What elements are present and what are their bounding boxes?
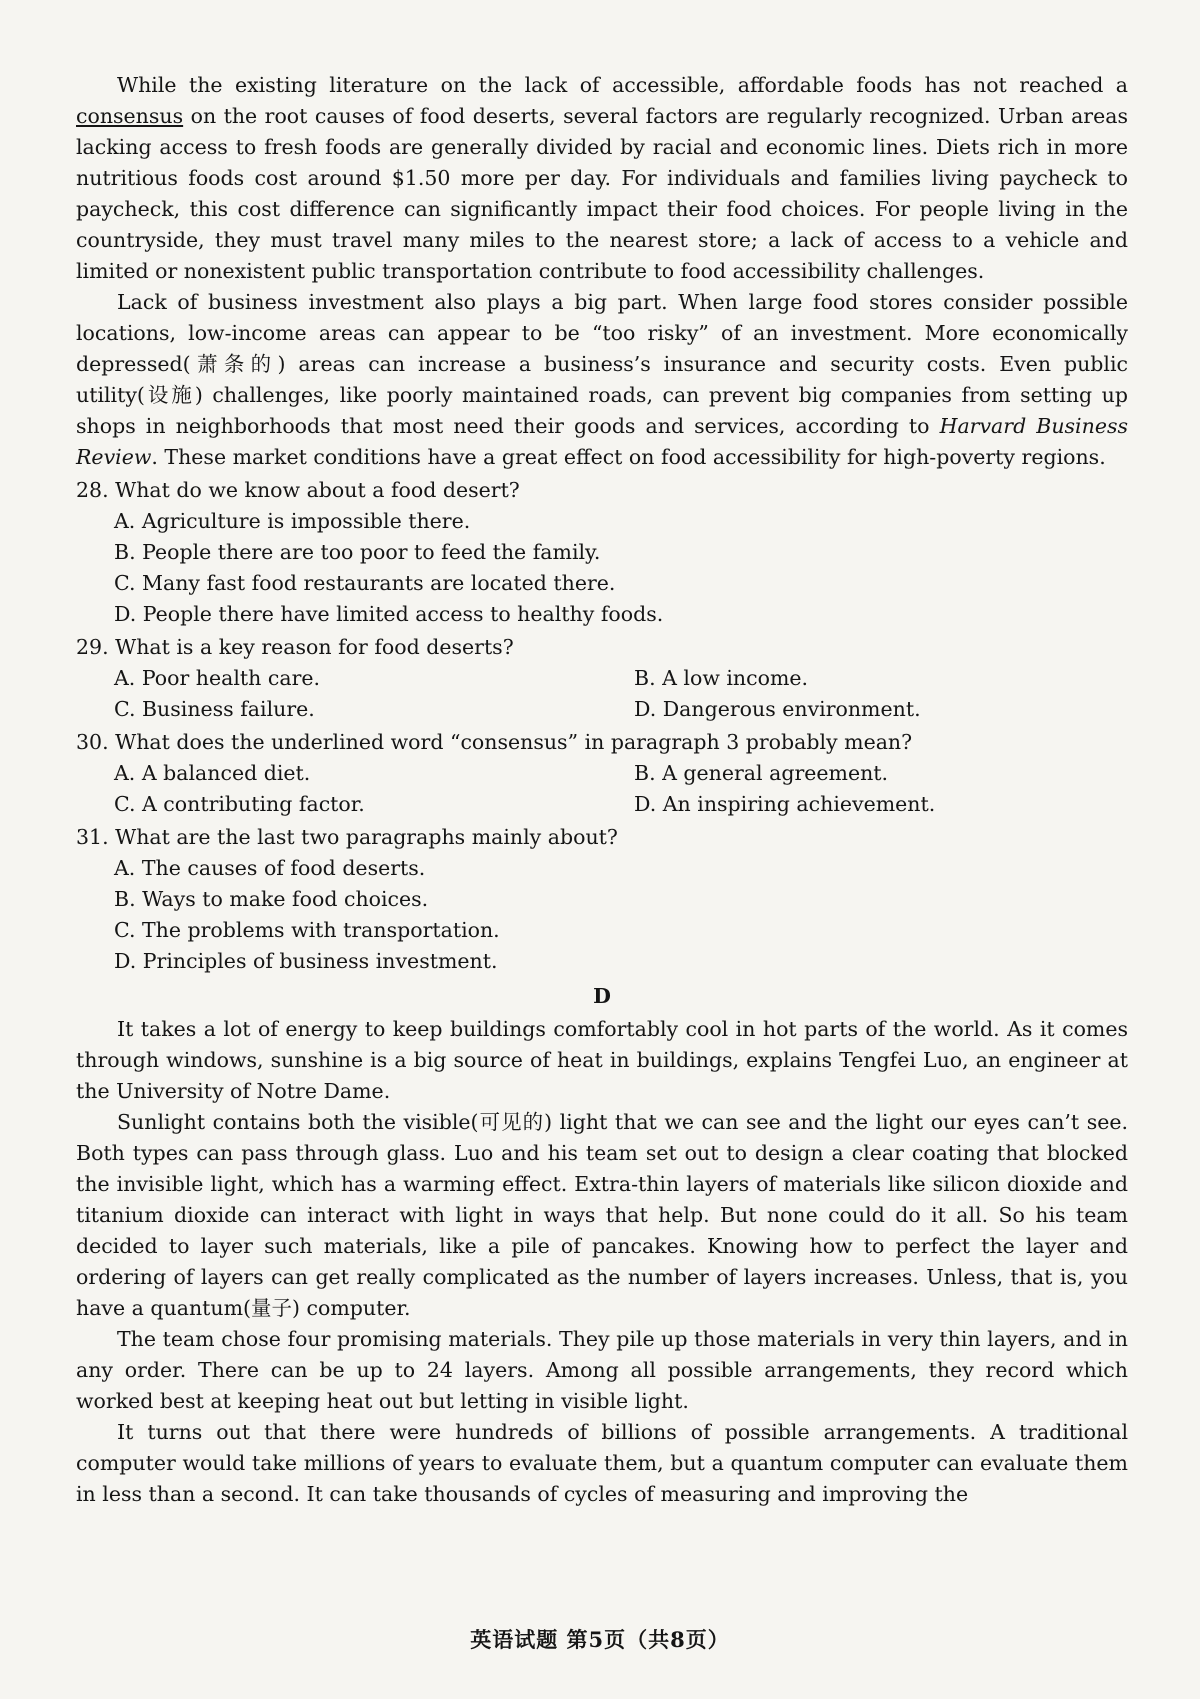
answer-option: D. Dangerous environment. — [634, 697, 921, 721]
source-title: Harvard Business Review — [76, 414, 1128, 469]
answer-option: D. People there have limited access to healthy foods. — [114, 602, 664, 626]
answer-option: A. A balanced diet. — [114, 761, 311, 785]
question-stem: 29. What is a key reason for food deserts? — [76, 635, 514, 659]
passage-c-paragraph-3: While the existing literature on the lack of accessible, affordable foods has not reached a consensus on the root causes of food deserts, several factors are regularly recognized. Urban areas lacking access to fresh foods are generally divided by racial and economic lines. Diets rich in more nutritious foods cost around $1.50 more per day. For individuals and families living paycheck to paycheck, this cost difference can significantly impact their food choices. For people living in the countryside, they must travel many miles to the nearest store; a lack of access to a vehicle and limited or nonexistent public transportation contribute to food accessibility challenges. — [76, 73, 1128, 283]
answer-options — [76, 758, 1128, 820]
answer-option: B. A general agreement. — [634, 761, 889, 785]
question-stem: 28. What do we know about a food desert? — [76, 478, 520, 502]
answer-options — [76, 853, 1128, 977]
answer-option: B. A low income. — [634, 666, 809, 690]
question-block — [76, 822, 1128, 977]
answer-option: C. The problems with transportation. — [114, 918, 500, 942]
answer-option: C. Business failure. — [114, 697, 315, 721]
question-stem: 31. What are the last two paragraphs mainly about? — [76, 825, 618, 849]
answer-option: A. Agriculture is impossible there. — [114, 509, 471, 533]
passage-d-paragraph: The team chose four promising materials. They pile up those materials in very thin layers, and in any order. There can be up to 24 layers. Among all possible arrangements, they record which worked best at keeping heat out but letting in visible light. — [76, 1327, 1128, 1413]
answer-option: D. An inspiring achievement. — [634, 792, 936, 816]
passage-d-paragraph: It turns out that there were hundreds of billions of possible arrangements. A traditional computer would take millions of years to evaluate them, but a quantum computer can evaluate them in less than a second. It can take thousands of cycles of measuring and improving the — [76, 1420, 1128, 1506]
passage-d-paragraph: Sunlight contains both the visible(可见的) light that we can see and the light our eyes can’t see. Both types can pass through glass. Luo and his team set out to design a clear coating that blocked the invisible light, which has a warming effect. Extra-thin layers of materials like silicon dioxide and titanium dioxide can interact with light in ways that help. But none could do it all. So his team decided to layer such materials, like a pile of pancakes. Knowing how to perfect the layer and ordering of layers can get really complicated as the number of layers increases. Unless, that is, you have a quantum(量子) computer. — [76, 1110, 1128, 1320]
answer-option: D. Principles of business investment. — [114, 949, 498, 973]
passage-c-paragraph-4: Lack of business investment also plays a big part. When large food stores consider possible locations, low-income areas can appear to be “too risky” of an investment. More economically depressed(萧条的) areas can increase a business’s insurance and security costs. Even public utility(设施) challenges, like poorly maintained roads, can prevent big companies from setting up shops in neighborhoods that most need their goods and services, according to Harvard Business Review. These market conditions have a great effect on food accessibility for high-poverty regions. — [76, 290, 1128, 469]
passage-d-paragraph: It takes a lot of energy to keep buildings comfortably cool in hot parts of the world. As it comes through windows, sunshine is a big source of heat in buildings, explains Tengfei Luo, an engineer at the University of Notre Dame. — [76, 1017, 1128, 1103]
question-block — [76, 727, 1128, 820]
underlined-word-consensus: consensus — [76, 104, 184, 128]
answer-options — [76, 506, 1128, 630]
answer-option: C. Many fast food restaurants are located there. — [114, 571, 616, 595]
answer-option: C. A contributing factor. — [114, 792, 365, 816]
answer-option: B. People there are too poor to feed the family. — [114, 540, 601, 564]
answer-options — [76, 663, 1128, 725]
question-list — [76, 475, 1128, 977]
answer-option: B. Ways to make food choices. — [114, 887, 429, 911]
answer-option: A. The causes of food deserts. — [114, 856, 426, 880]
passage-d — [76, 1014, 1128, 1510]
question-block — [76, 475, 1128, 630]
question-block — [76, 632, 1128, 725]
question-stem: 30. What does the underlined word “consensus” in paragraph 3 probably mean? — [76, 730, 913, 754]
section-heading: D — [593, 984, 611, 1008]
page-footer: 英语试题 第5页（共8页） — [470, 1627, 730, 1652]
answer-option: A. Poor health care. — [114, 666, 321, 690]
